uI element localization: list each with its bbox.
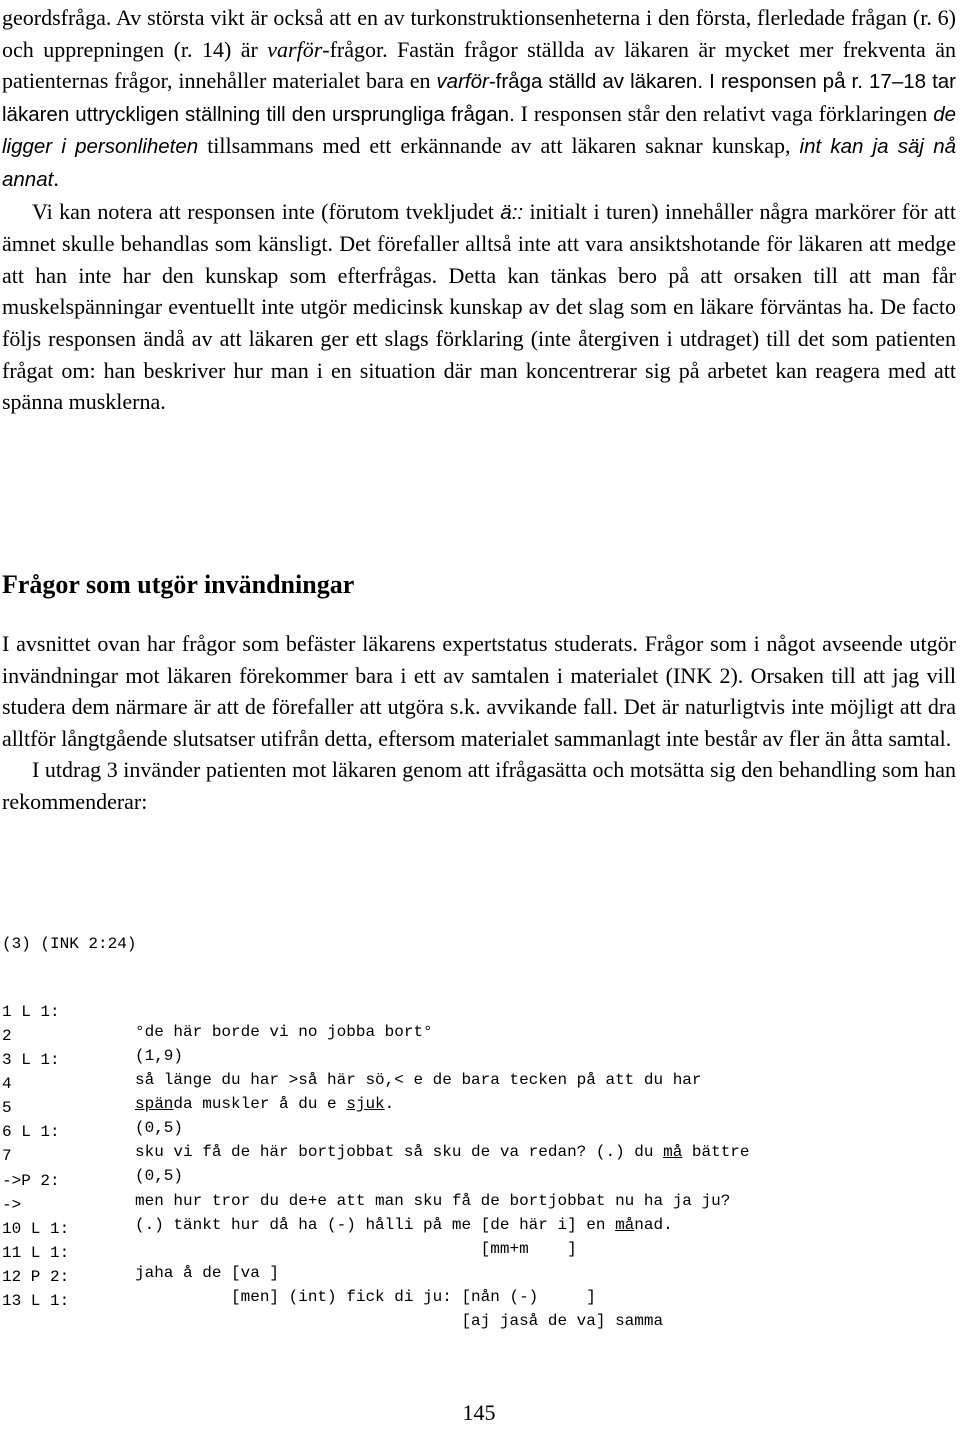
paragraph-2: Vi kan notera att responsen inte (förutom tvekljudet ä:: initialt i turen) innehåller några markörer för att ämnet skulle behandlas som känsligt. Det förefaller alltså inte att vara ansiktshotande för läkaren att medge att han inte har den kunskap som efterfrågas. Detta kan tänkas bero på att orsaken till att man får muskelspänningar eventuellt inte utgör medicinsk kunskap av det slag som en läkare förväntas ha. De facto följs responsen ändå av att läkaren ger ett slags förklaring (inte återgiven i utdraget) till det som patienten frågat om: han beskriver hur man i en situation där man koncentrerar sig på arbetet kan reagera med att spänna musklerna.: [2, 198, 956, 415]
line-ref: 6 L 1:: [2, 1123, 60, 1141]
line-ref: 2: [2, 1027, 12, 1045]
line-text: [aj jaså de va] samma: [135, 1312, 664, 1330]
line-text: (0,5): [135, 1167, 184, 1185]
paragraph-1: geordsfråga. Av största vikt är också att en av turkonstruktionsenheterna i den första, flerledade frågan (r. 6) och upprepningen (r. 14) är varför-frågor. Fastän frågor ställda av läkaren är mycket mer frekventa än patienternas frågor, innehåller materialet bara en varför-fråga ställd av läkaren. I responsen på r. 17–18 tar läkaren uttryckligen ställning till den ursprungliga frågan. I responsen står den relativt vaga förklaringen de ligger i personliheten tillsammans med ett erkännande av att läkaren saknar kunskap, int kan ja säj nå annat.: [2, 5, 957, 191]
paragraph-3: I avsnittet ovan har frågor som befäster läkarens expertstatus studerats. Frågor som i något avseende utgör invändningar mot läkaren förekommer bara i ett av samtalen i materialet (INK 2). Orsaken till att jag vill studera dem närmare är att de förefaller att utgöra s.k. avvikande fall. Det är naturligtvis inte möjligt att dra alltför långtgående slutsatser utifrån detta, eftersom materialet sammanlagt inte består av fler än åtta samtal.: [2, 631, 956, 751]
line-text: men hur tror du de+e att man sku få de bortjobbat nu ha ja ju?: [135, 1192, 731, 1210]
line-ref: 7: [2, 1147, 12, 1165]
section-heading: Frågor som utgör invändningar: [2, 570, 355, 599]
body-text-upper: [2, 2, 956, 418]
line-text: (0,5): [135, 1119, 184, 1137]
line-text: sku vi få de här bortjobbat så sku de va redan? (.) du må bättre: [135, 1143, 750, 1161]
page-number: 145: [462, 1400, 496, 1425]
line-ref: 10 L 1:: [2, 1220, 70, 1238]
line-ref: 4: [2, 1075, 12, 1093]
excerpt-label: (3) (INK 2:24): [2, 935, 137, 953]
line-text: (1,9): [135, 1047, 184, 1065]
line-text: jaha å de [va ]: [135, 1264, 280, 1282]
line-ref: 5: [2, 1099, 12, 1117]
line-ref: 13 L 1:: [2, 1292, 70, 1310]
paragraph-4: I utdrag 3 invänder patienten mot läkaren genom att ifrågasätta och motsätta sig den behandling som han rekommenderar:: [2, 757, 956, 814]
transcript-line: [2, 982, 433, 1041]
line-ref: ->P 2:: [2, 1172, 60, 1190]
line-text: så länge du har >så här sö,< e de bara tecken på att du har: [135, 1071, 702, 1089]
line-text: spända muskler å du e sjuk.: [135, 1095, 395, 1113]
line-ref: 3 L 1:: [2, 1051, 60, 1069]
line-ref: 11 L 1:: [2, 1244, 70, 1262]
line-ref: 12 P 2:: [2, 1268, 70, 1286]
line-text: (.) tänkt hur då ha (-) hålli på me [de här i] en månad.: [135, 1216, 673, 1234]
line-text: [men] (int) fick di ju: [nån (-) ]: [135, 1288, 596, 1306]
line-ref: ->: [2, 1196, 22, 1214]
line-ref: 1 L 1:: [2, 1003, 60, 1021]
body-text-lower: [2, 628, 956, 818]
line-text: [mm+m ]: [135, 1240, 577, 1258]
line-text: °de här borde vi no jobba bort°: [135, 1023, 433, 1041]
